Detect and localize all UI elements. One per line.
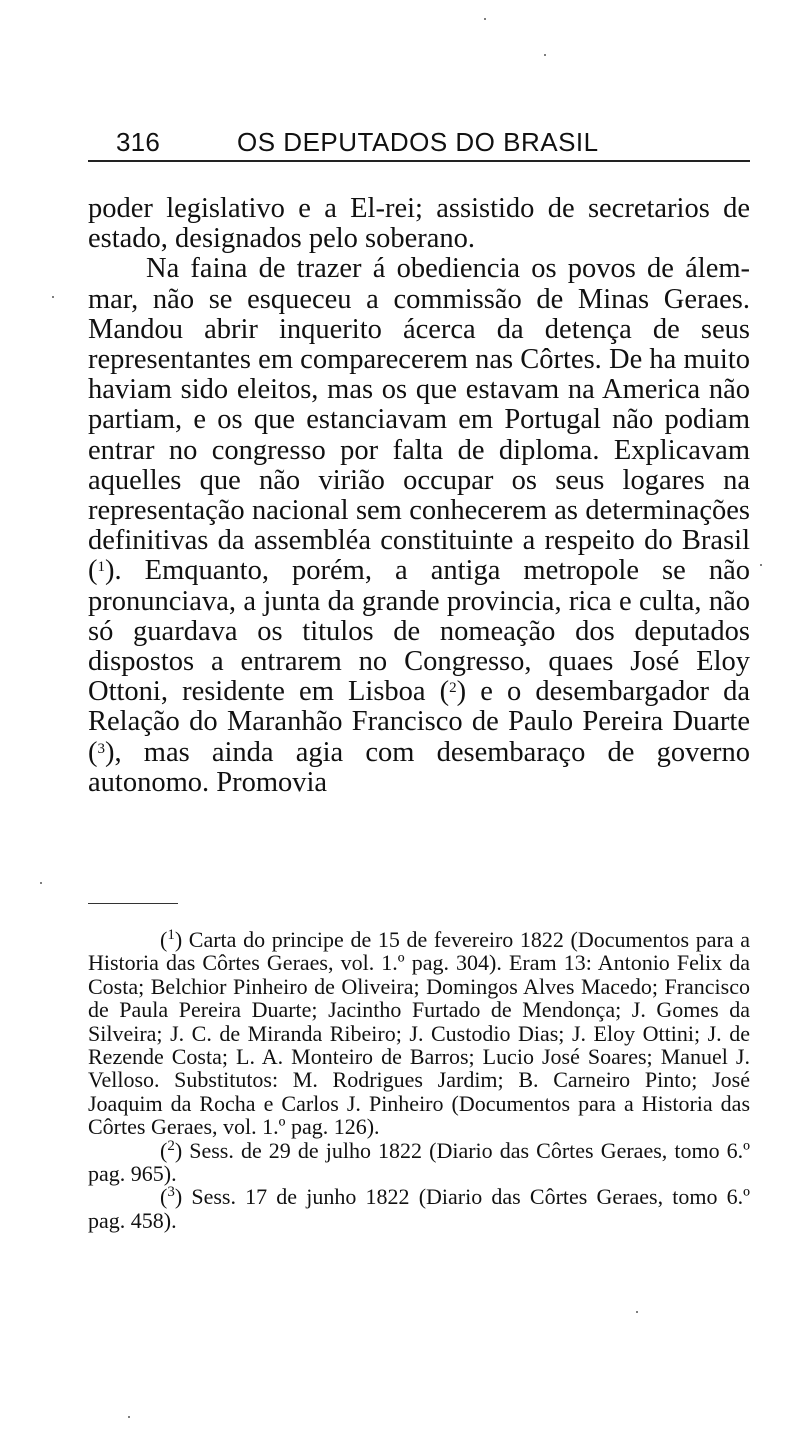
- scan-speck: [128, 1416, 130, 1418]
- footnote-2: [88, 1139, 750, 1186]
- footnote-3-text: Sess. 17 de junho 1822 (Diario das Côrtes Geraes, tomo 6.º pag. 458).: [88, 1184, 750, 1233]
- footnote-1-paren-open: (: [160, 927, 168, 952]
- footnotes: [88, 928, 750, 1232]
- footnote-3-paren-close: ): [174, 1184, 183, 1210]
- paragraph-1-text: poder legislativo e a El-rei; assistido de secretarios de estado, designados pelo soberano.: [88, 193, 750, 255]
- footnote-2-text: Sess. de 29 de julho 1822 (Diario das Côrtes Geraes, tomo 6.º pag. 965).: [88, 1137, 750, 1187]
- footnote-3-number: 3: [167, 1184, 175, 1201]
- paragraph-2-text-d: ), mas ainda agia com desembaraço de governo autonomo. Promovia: [88, 736, 750, 798]
- footnote-3-paren-open: (: [160, 1184, 168, 1210]
- footnote-ref-1: 1: [97, 559, 105, 576]
- paragraph-2-text-c: ) e o desembargador da Relação do Maranhão Francisco de Paulo Pereira Duarte (: [88, 676, 750, 768]
- header-rule: [88, 160, 750, 162]
- paragraph-2: [88, 254, 750, 798]
- footnote-ref-3: 3: [97, 740, 105, 757]
- scan-speck: [484, 18, 486, 20]
- scan-speck: [544, 54, 546, 56]
- footnote-1: [88, 928, 750, 1139]
- scan-speck: [760, 564, 762, 566]
- footnote-1-mark: [160, 927, 182, 952]
- footnote-3: [88, 1185, 750, 1232]
- running-header: [116, 123, 746, 163]
- footnote-1-text: Carta do principe de 15 de fevereiro 1822 (Documentos para a Historia das Côrtes Geraes, vol. 1.º pag. 304). Eram 13: Antonio Felix da Costa; Belchior Pinheiro de Oliveira; Domingos Alves Macedo; Francisco de Paula Pereira Duarte; Jacintho Furtado de Mendonça; J. Gomes da Silveira; J. C. de Miranda Ribeiro; J. Custodio Dias; J. Eloy Ottini; J. de Rezende Costa; L. A. Monteiro de Barros; Lucio José Soares; Manuel J. Velloso. Substitutos: M. Rodrigues Jardim; B. Carneiro Pinto; José Joaquim da Rocha e Carlos J. Pinheiro (Documentos para a Historia das Côrtes Geraes, vol. 1.º pag. 126).: [88, 927, 750, 1140]
- running-title: OS DEPUTADOS DO BRASIL: [237, 127, 599, 157]
- paragraph-2-text-a: Na faina de trazer á obediencia os povos de álem-mar, não se esqueceu a commissão de Minas Geraes. Mandou abrir inquerito ácerca da detença de seus representantes em comparecerem nas Côrtes. De ha muito haviam sido eleitos, mas os que estavam na America não partiam, e os que estanciavam em Portugal não podiam entrar no congresso por falta de diploma. Explicavam aquelles que não virião occupar os seus logares na representação nacional sem conhecerem as determinações definitivas da assembléa constituinte a respeito do Brasil (: [88, 253, 750, 587]
- page-number: 316: [116, 127, 160, 157]
- footnote-2-paren-open: (: [160, 1137, 168, 1163]
- scan-speck: [40, 882, 42, 884]
- footnote-2-number: 2: [167, 1137, 175, 1154]
- main-text: [88, 194, 750, 798]
- footnote-2-mark: [160, 1138, 182, 1163]
- footnote-1-number: 1: [167, 926, 175, 943]
- scan-speck: [636, 1311, 638, 1313]
- footnote-ref-2: 2: [449, 680, 457, 696]
- footnote-2-paren-close: ): [174, 1137, 183, 1163]
- paragraph-continued: [88, 194, 750, 254]
- footnote-1-paren-close: ): [174, 927, 183, 952]
- paragraph-2-text-b: ). Emquanto, porém, a antiga metropole se não pronunciava, a junta da grande provincia, rica e culta, não só guardava os titulos de nomeação dos deputados dispostos a entrarem no Congresso, quaes José Eloy Ottoni, residente em Lisboa (: [88, 555, 750, 708]
- scan-speck: [52, 296, 54, 298]
- footnote-3-mark: [160, 1184, 182, 1209]
- footnote-separator: [88, 903, 178, 904]
